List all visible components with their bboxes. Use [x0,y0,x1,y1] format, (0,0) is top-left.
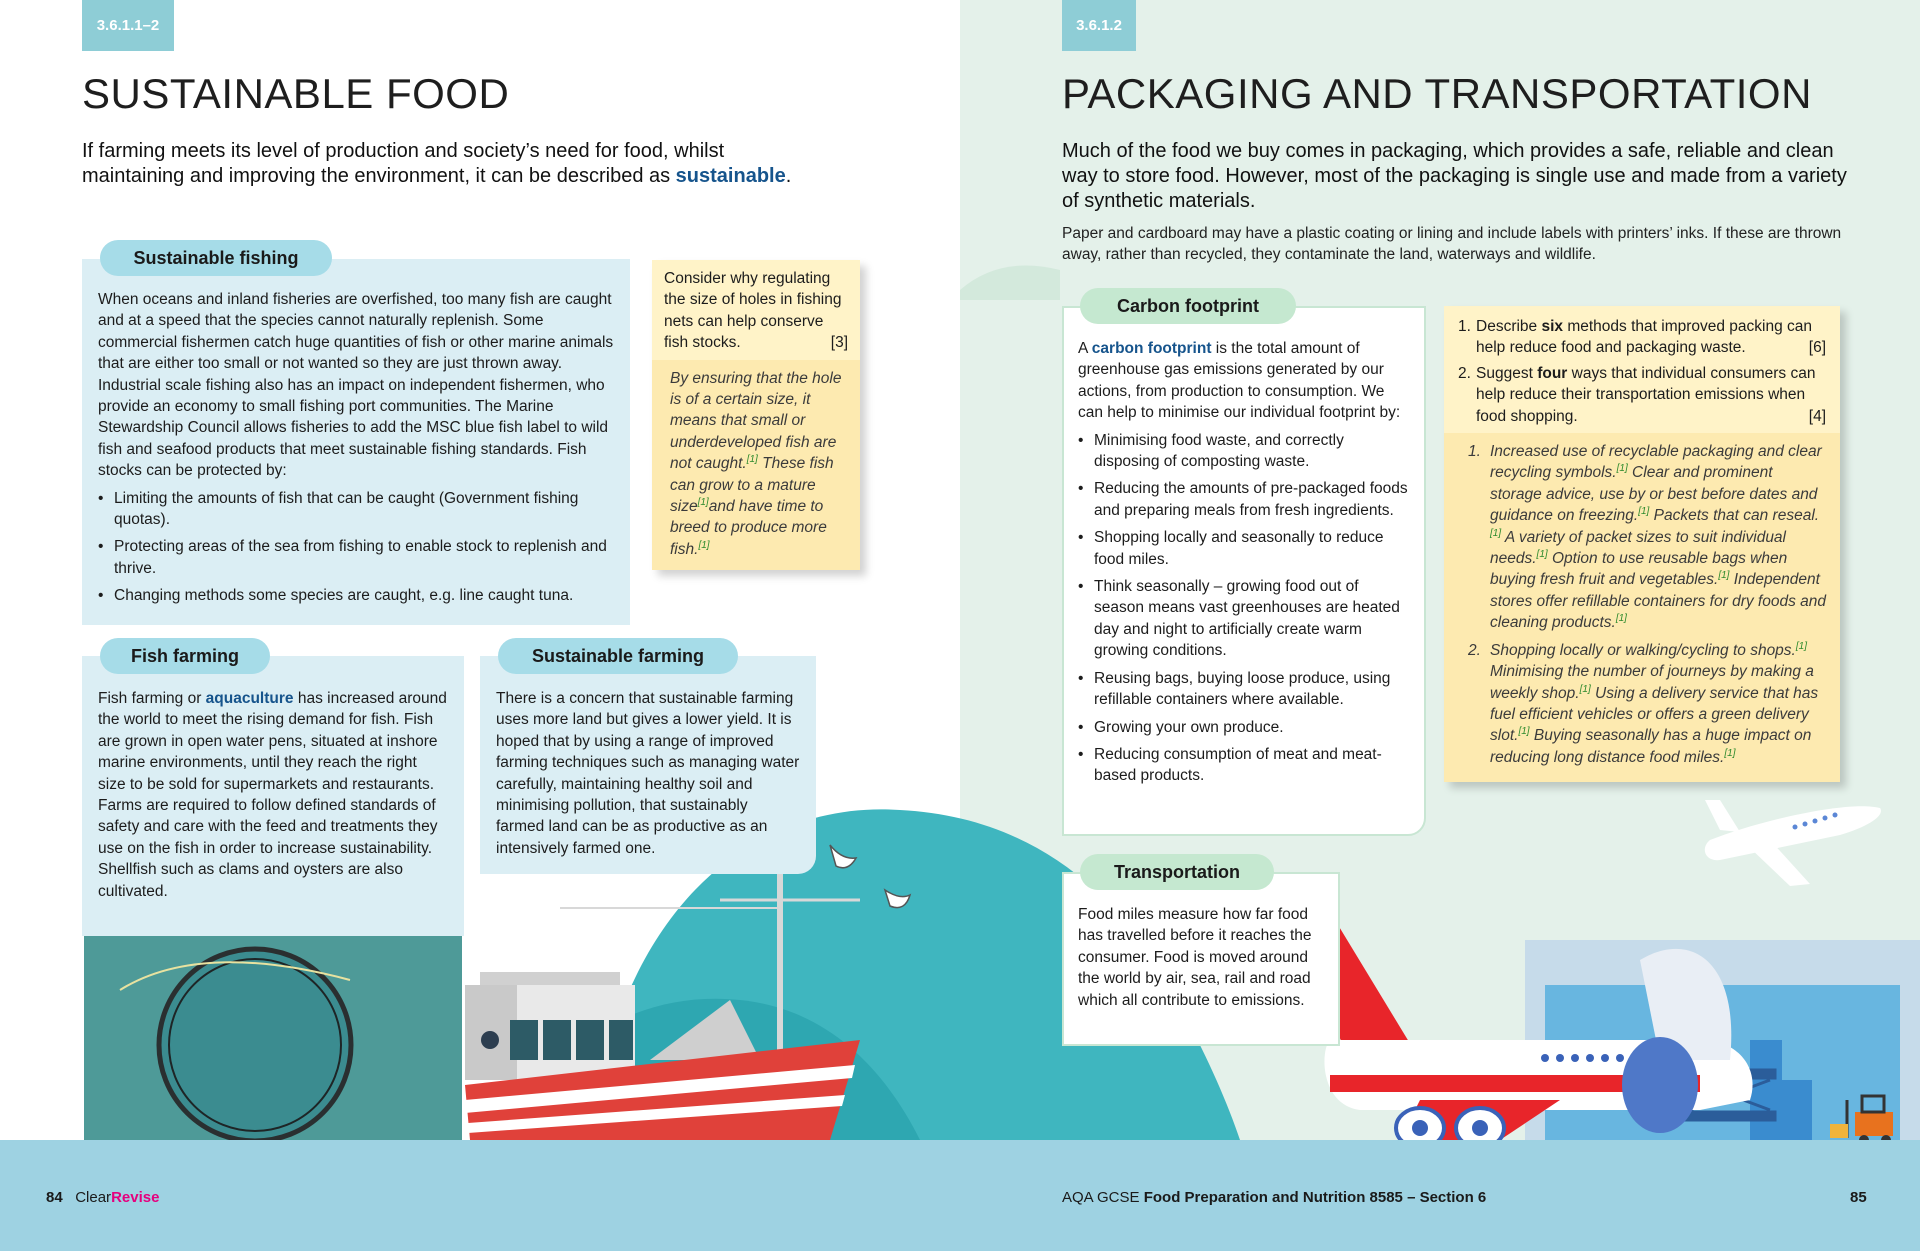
answer-text [1490,441,1826,634]
answer-part: Independent stores offer refillable containers for dry foods and cleaning products. [1490,571,1827,632]
background-hills [960,266,1060,301]
series-name: AQA GCSE [1062,1189,1144,1206]
heading-transportation: Transportation [1080,854,1274,890]
list-item: • Protecting areas of the sea from fishing to enable stock to replenish and thrive. [98,536,614,579]
question-number: 2. [1458,364,1471,382]
page-title-right: PACKAGING AND TRANSPORTATION [1062,70,1812,117]
intro-left [82,139,812,189]
answer-part: Clear and prominent storage advice, use by or best before dates and guidance on freezing. [1490,464,1818,525]
fish-farming-body [98,688,448,902]
mark-badge: [1] [1518,726,1530,738]
intro-end: . [785,165,792,187]
heading-sustainable-farming: Sustainable farming [498,638,738,674]
right-exam-note [1444,306,1840,782]
list-item: • Limiting the amounts of fish that can be caught (Government fishing quotas). [98,488,614,531]
footer-left [46,1189,159,1206]
question-marks: [3] [830,334,848,352]
carbon-text: is the total amount of greenhouse gas emissions generated by our actions, from production to consumption. We can help to minimise our individual footprint by: [1078,340,1401,422]
series-title: Food Preparation and Nutrition 8585 – Section 6 [1143,1189,1487,1206]
footer-right [1062,1189,1486,1206]
carbon-footprint-body [1078,338,1412,424]
intro-right: Much of the food we buy comes in packaging, which provides a safe, reliable and clean way to store food. However, most of the packaging is single use and made from a variety of synthetic materials. [1062,140,1847,212]
mark-badge: [1] [698,539,710,551]
q2-marks: [4] [1808,407,1826,425]
answer-part: A variety of packet sizes to suit individual needs. [1490,528,1786,568]
spec-code-left: 3.6.1.1–2 [82,0,174,51]
answer-text: By ensuring that the hole is of a certain size, it means that small or underdeveloped fish are not caught. [670,369,842,473]
mark-badge: [1] [697,496,709,508]
mark-badge: [1] [1536,548,1548,560]
list-item: • Minimising food waste, and correctly disposing of composting waste. [1078,430,1412,473]
brand-revise: Revise [111,1189,160,1206]
heading-carbon-footprint: Carbon footprint [1080,288,1296,324]
page-number-right: 85 [1850,1189,1867,1206]
fish-farming-text: Fish farming or [98,690,206,707]
q1-bold: six [1541,318,1564,335]
sustainable-farming-body: There is a concern that sustainable farming uses more land but gives a lower yield. It is hoped that by using a range of improved farming techniques such as managing water carefully, maintaining healthy soil and minimising pollution, that sustainably farmed land can be as productive as an intensively farmed one. [496,690,800,857]
page-title-left: SUSTAINABLE FOOD [82,70,510,117]
sustainable-fishing-body: When oceans and inland fisheries are overfished, too many fish are caught and at a speed that the species cannot naturally replenish. Some commercial fishermen catch huge quantities of fish or other marine animals that are either too small or not wanted so they are just thrown away. Industrial scale fishing also has an impact on independent fishermen, who provide an economy to small fishing port communities. The Marine Stewardship Council allows fisheries to add the MSC blue fish label to wild fish and seafood products that meet sustainable fishing standards. Fish stocks can be protected by: [98,291,614,480]
note-answers [1444,433,1840,782]
answer-number: 1. [1468,443,1481,461]
intro-text: If farming meets its level of production and society’s need for food, whilst maintaining and improving the environment, it can be described as [82,140,725,187]
note-answer [652,360,860,571]
footer-band [0,1140,1920,1251]
page-number-left: 84 [46,1189,63,1206]
keyword-aquaculture: aquaculture [205,690,294,707]
q2-text: ways that individual consumers can help reduce their transportation emissions when food shopping. [1476,364,1816,425]
left-exam-note [652,260,860,570]
mark-badge: [1] [1615,613,1627,625]
q2-text: Suggest [1476,364,1538,382]
list-item: • Growing your own produce. [1078,717,1412,738]
brand-clear: Clear [75,1189,112,1206]
heading-sustainable-fishing: Sustainable fishing [100,240,332,276]
keyword-sustainable: sustainable [675,165,786,187]
transportation-box [1062,872,1340,1046]
mark-badge: [1] [1490,527,1502,539]
cargo-plane-icon [1285,920,1753,1148]
question-number: 1. [1458,318,1471,335]
sustainable-fishing-list [98,488,614,607]
q1-text: Describe [1476,318,1542,335]
mark-badge: [1] [1718,570,1730,582]
list-item: • Changing methods some species are caught, e.g. line caught tuna. [98,585,614,606]
carbon-footprint-box [1062,306,1426,836]
answer-part: Minimising the number of journeys by making a weekly shop. [1490,663,1814,702]
list-item: • Reducing the amounts of pre-packaged foods and preparing meals from fresh ingredients. [1078,478,1412,521]
spec-code-right: 3.6.1.2 [1062,0,1136,51]
q2-bold: four [1537,364,1568,382]
fish-pen-ring [159,949,351,1141]
sustainable-farming-box [480,656,816,874]
mark-badge: [1] [1795,640,1807,652]
answer-part: Using a delivery service that has fuel efficient vehicles or offers a green delivery slot. [1490,684,1819,745]
q1-marks: [6] [1808,339,1826,357]
question-text [1476,363,1826,427]
mark-badge: [1] [1724,747,1736,759]
sub-intro-right: Paper and cardboard may have a plastic coating or lining and include labels with printers’ inks. If these are thrown away, rather than recycled, they contaminate the land, waterways and wildlife. [1062,225,1842,263]
question-1 [1458,316,1826,359]
answer-number: 2. [1468,641,1481,659]
list-item: • Reusing bags, buying loose produce, using refillable containers where available. [1078,668,1412,711]
answer-text: and have time to breed to produce more fish. [670,498,827,558]
answer-part: Increased use of recyclable packaging and clear recycling symbols. [1490,443,1822,482]
answer-part: Buying seasonally has a huge impact on reducing long distance food miles. [1490,727,1812,766]
mark-badge: [1] [1638,506,1650,518]
answer-part: Shopping locally or walking/cycling to shops. [1490,641,1796,659]
question-text: Consider why regulating the size of holes in fishing nets can help conserve fish stocks. [664,270,842,352]
airplane-icon [1705,800,1881,886]
carbon-text: A [1078,340,1092,357]
note-questions [1444,306,1840,433]
mark-badge: [1] [1579,683,1591,695]
heading-fish-farming: Fish farming [100,638,270,674]
answer-2 [1468,640,1826,768]
mark-badge: [1] [746,454,758,466]
list-item: • Think seasonally – growing food out of season means vast greenhouses are heated day and night to artificially create warm growing conditions. [1078,576,1412,662]
question-text [1476,316,1826,359]
answer-part: Option to use reusable bags when buying fresh fruit and vegetables. [1490,550,1788,589]
fish-farming-text: has increased around the world to meet the rising demand for fish. Fish are grown in open water pens, situated at inshore marine environments, until they reach the right size to be sold for supermarkets and restaurants. Farms are required to follow defined standards of safety and care with the feed and treatments they use on the fish in order to increase sustainability. Shellfish such as clams and oysters are also cultivated. [98,690,447,900]
carbon-footprint-list [1078,430,1412,787]
transportation-body: Food miles measure how far food has travelled before it reaches the consumer. Food is moved around the world by air, sea, rail and road which all contribute to emissions. [1078,906,1312,1009]
answer-1 [1468,441,1826,634]
fish-farming-box [82,656,464,936]
answer-text: These fish can grow to a mature size [670,455,834,516]
answer-part: Packets that can reseal. [1649,507,1820,525]
keyword-carbon-footprint: carbon footprint [1091,340,1212,357]
q1-text: methods that improved packing can help reduce food and packaging waste. [1476,318,1813,357]
question-2 [1458,363,1826,427]
list-item: • Reducing consumption of meat and meat-based products. [1078,744,1412,787]
answer-text [1490,640,1826,768]
note-question [652,260,860,360]
sustainable-fishing-box [82,259,630,625]
list-item: • Shopping locally and seasonally to reduce food miles. [1078,527,1412,570]
mark-badge: [1] [1616,463,1628,475]
